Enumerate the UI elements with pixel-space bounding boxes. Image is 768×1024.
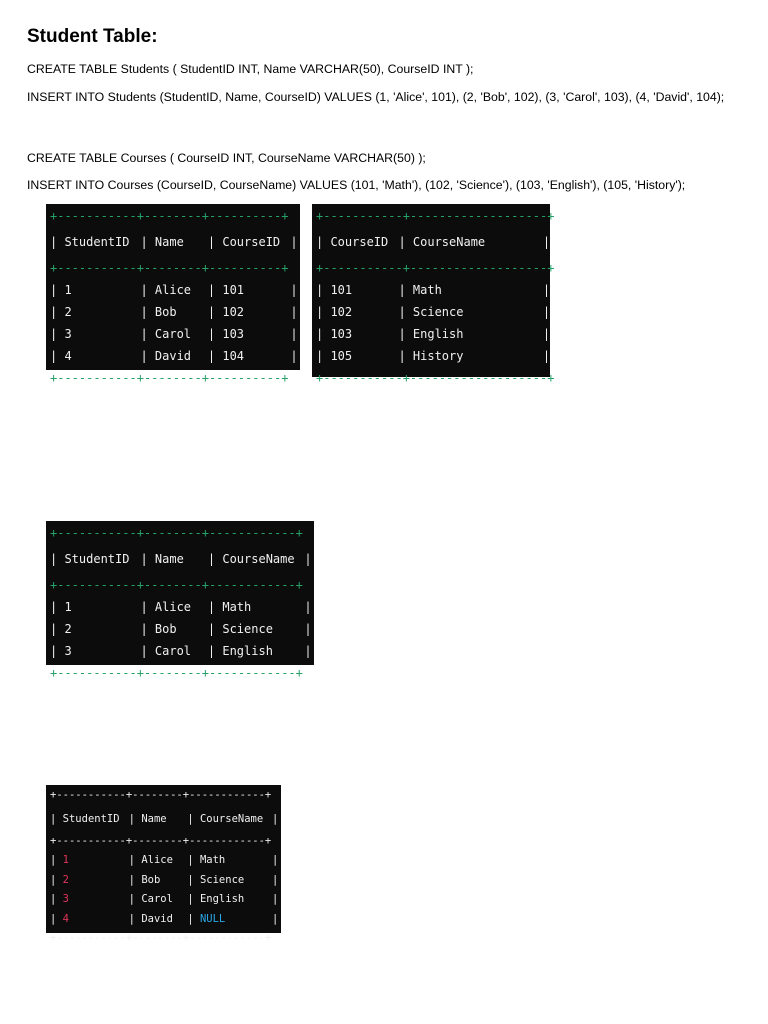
- left-join-result-table: [46, 785, 281, 944]
- table-row: | 103 | English |: [316, 327, 551, 341]
- courses-table: [312, 204, 555, 385]
- table-row: | 1 | Alice | 101 |: [50, 283, 298, 297]
- students-table: [46, 204, 300, 385]
- table-border: +-----------+-------------------+: [316, 209, 555, 223]
- table-border: +-----------+--------+------------+: [50, 666, 303, 680]
- inner-join-result-table: [46, 521, 314, 680]
- table-row: | 3 | Carol | English |: [50, 644, 312, 658]
- column-header: StudentID: [64, 235, 130, 249]
- table-header-row: | StudentID | Name | CourseID |: [50, 227, 296, 257]
- create-students-statement: CREATE TABLE Students ( StudentID INT, Name VARCHAR(50), CourseID INT );: [27, 62, 474, 76]
- table-border: +-----------+--------+------------+: [50, 932, 272, 944]
- table-row: | 2 | Bob | Science |: [50, 622, 312, 636]
- null-value: NULL: [199, 912, 226, 925]
- column-header: CourseName: [412, 235, 486, 249]
- column-header: Name: [141, 812, 167, 825]
- column-header: Name: [154, 235, 184, 249]
- table-row: | 1 | Alice | Math |: [50, 600, 312, 614]
- table-row: | 105 | History |: [316, 349, 551, 363]
- table-border: +-----------+--------+------------+: [50, 526, 303, 540]
- table-border: +-----------+--------+----------+: [50, 209, 289, 223]
- table-header-row: | StudentID | Name | CourseName |: [50, 544, 310, 574]
- table-header-row: | CourseID | CourseName |: [316, 227, 546, 257]
- table-border: +-----------+--------+------------+: [50, 578, 303, 592]
- table-row: | 102 | Science |: [316, 305, 551, 319]
- column-header: CourseName: [199, 812, 264, 825]
- create-courses-statement: CREATE TABLE Courses ( CourseID INT, CourseName VARCHAR(50) );: [27, 151, 426, 165]
- table-row: | 4 | David | 104 |: [50, 349, 298, 363]
- insert-students-statement: INSERT INTO Students (StudentID, Name, CourseID) VALUES (1, 'Alice', 101), (2, 'Bob', 102), (3, 'Carol', 103), (4, 'David', 104);: [27, 90, 725, 104]
- table-row: | 1 | Alice | Math |: [50, 854, 279, 866]
- table-border: +-----------+--------+----------+: [50, 261, 289, 275]
- table-row: | 3 | Carol | English |: [50, 893, 279, 905]
- table-border: +-----------+-------------------+: [316, 261, 555, 275]
- table-row: | 2 | Bob | 102 |: [50, 305, 298, 319]
- column-header: StudentID: [64, 552, 130, 566]
- table-border: +-----------+--------+----------+: [50, 371, 289, 385]
- table-row: | 101 | Math |: [316, 283, 551, 297]
- page-title: Student Table:: [27, 26, 158, 47]
- table-row: | 2 | Bob | Science |: [50, 873, 279, 886]
- table-border: +-----------+--------+------------+: [50, 834, 272, 847]
- insert-courses-statement: INSERT INTO Courses (CourseID, CourseName) VALUES (101, 'Math'), (102, 'Science'), (103, 'English'), (105, 'History');: [27, 178, 686, 192]
- table-border: +-----------+-------------------+: [316, 371, 555, 385]
- column-header: Name: [154, 552, 184, 566]
- table-row: | 4 | David | NULL |: [50, 910, 277, 930]
- table-border: +-----------+--------+------------+: [50, 789, 272, 801]
- column-header: CourseID: [222, 235, 281, 249]
- table-header-row: | StudentID | Name | CourseName |: [50, 806, 277, 832]
- column-header: StudentID: [62, 812, 120, 825]
- table-row: | 3 | Carol | 103 |: [50, 327, 298, 341]
- column-header: CourseID: [330, 235, 389, 249]
- column-header: CourseName: [222, 552, 295, 566]
